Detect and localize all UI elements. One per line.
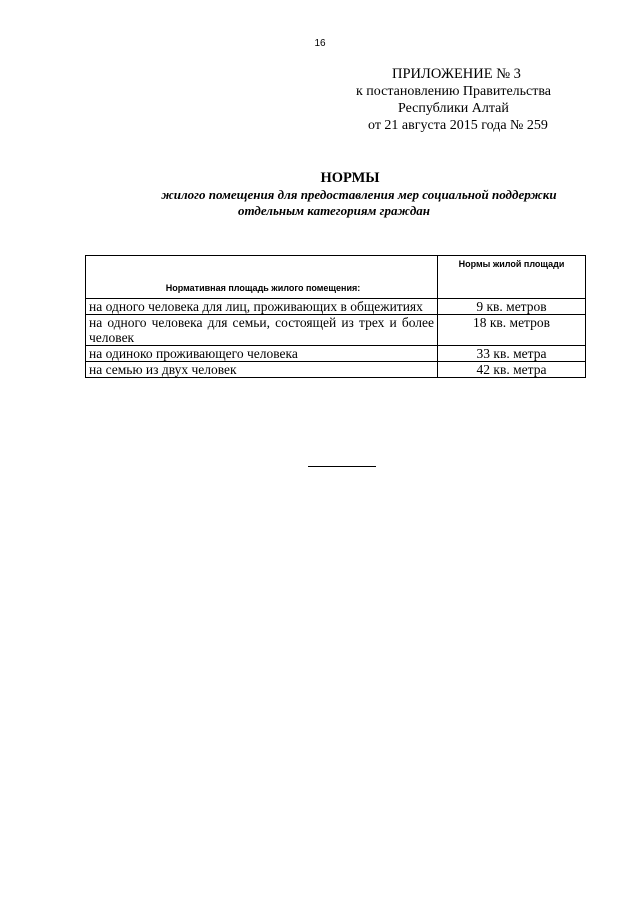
row-norm: 18 кв. метров: [438, 315, 586, 346]
appendix-block: [330, 66, 600, 134]
table-row: [86, 299, 586, 315]
table-row: [86, 315, 586, 346]
column-header-norm: Нормы жилой площади: [438, 256, 586, 299]
end-of-document-line: [308, 466, 376, 467]
norms-table: [85, 255, 586, 378]
heading-subtitle-line-1: жилого помещения для предоставления мер социальной поддержки: [161, 187, 557, 202]
heading-title: НОРМЫ: [320, 170, 380, 186]
appendix-line-2: Республики Алтай: [398, 101, 509, 116]
row-category: на одного человека для семьи, состоящей из трех и более человек: [86, 315, 438, 346]
table-header-row: [86, 256, 586, 299]
row-norm: 33 кв. метра: [438, 346, 586, 362]
page-number: 16: [314, 38, 326, 49]
row-category: на одного человека для лиц, проживающих в общежитиях: [86, 299, 438, 315]
row-norm: 9 кв. метров: [438, 299, 586, 315]
document-heading: [0, 170, 640, 219]
row-category: на одиноко проживающего человека: [86, 346, 438, 362]
table-row: [86, 362, 586, 378]
appendix-line-1: к постановлению Правительства: [356, 84, 552, 99]
row-norm: 42 кв. метра: [438, 362, 586, 378]
column-header-category: Нормативная площадь жилого помещения:: [86, 256, 438, 299]
heading-subtitle-line-2: отдельным категориям граждан: [237, 203, 431, 218]
appendix-line-3: от 21 августа 2015 года № 259: [368, 118, 548, 133]
table-row: [86, 346, 586, 362]
row-category: на семью из двух человек: [86, 362, 438, 378]
appendix-title: ПРИЛОЖЕНИЕ № 3: [392, 66, 521, 82]
